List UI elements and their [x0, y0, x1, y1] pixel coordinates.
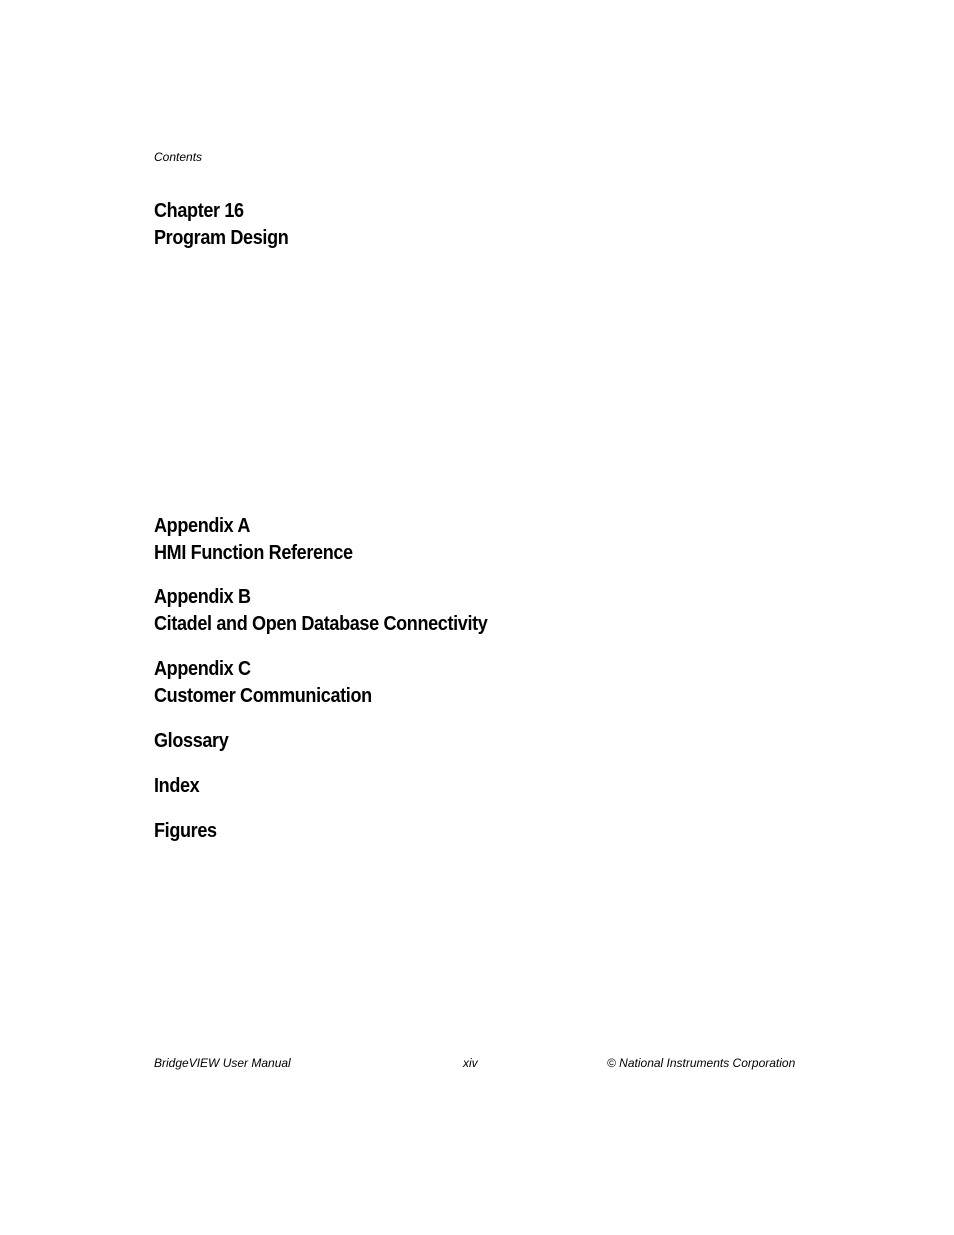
footer-copyright: © National Instruments Corporation: [607, 1056, 796, 1070]
footer-page-number: xiv: [463, 1056, 478, 1070]
toc-entry-figures[interactable]: [154, 818, 217, 845]
toc-entry-label: Chapter 16: [154, 199, 244, 222]
toc-entry-chapter-16[interactable]: [154, 198, 288, 251]
toc-entry-index[interactable]: [154, 773, 199, 800]
toc-entry-appendix-c[interactable]: [154, 656, 372, 709]
toc-entry-label: Appendix A: [154, 514, 251, 537]
toc-entry-glossary[interactable]: [154, 728, 228, 755]
running-head: Contents: [154, 150, 203, 164]
toc-entry-label: Figures: [154, 819, 217, 842]
toc-entry-title: Program Design: [154, 225, 289, 249]
toc-entry-label: Appendix B: [154, 585, 251, 608]
toc-entry-appendix-a[interactable]: [154, 513, 353, 566]
toc-entry-label: Index: [154, 774, 200, 797]
toc-entry-label: Appendix C: [154, 657, 251, 680]
toc-entry-title: HMI Function Reference: [154, 540, 353, 564]
toc-entry-title: Customer Communication: [154, 683, 372, 707]
toc-entry-label: Glossary: [154, 729, 229, 752]
footer-manual-title: BridgeVIEW User Manual: [154, 1056, 291, 1070]
toc-entry-appendix-b[interactable]: [154, 584, 487, 637]
toc-entry-title: Citadel and Open Database Connectivity: [154, 611, 488, 635]
